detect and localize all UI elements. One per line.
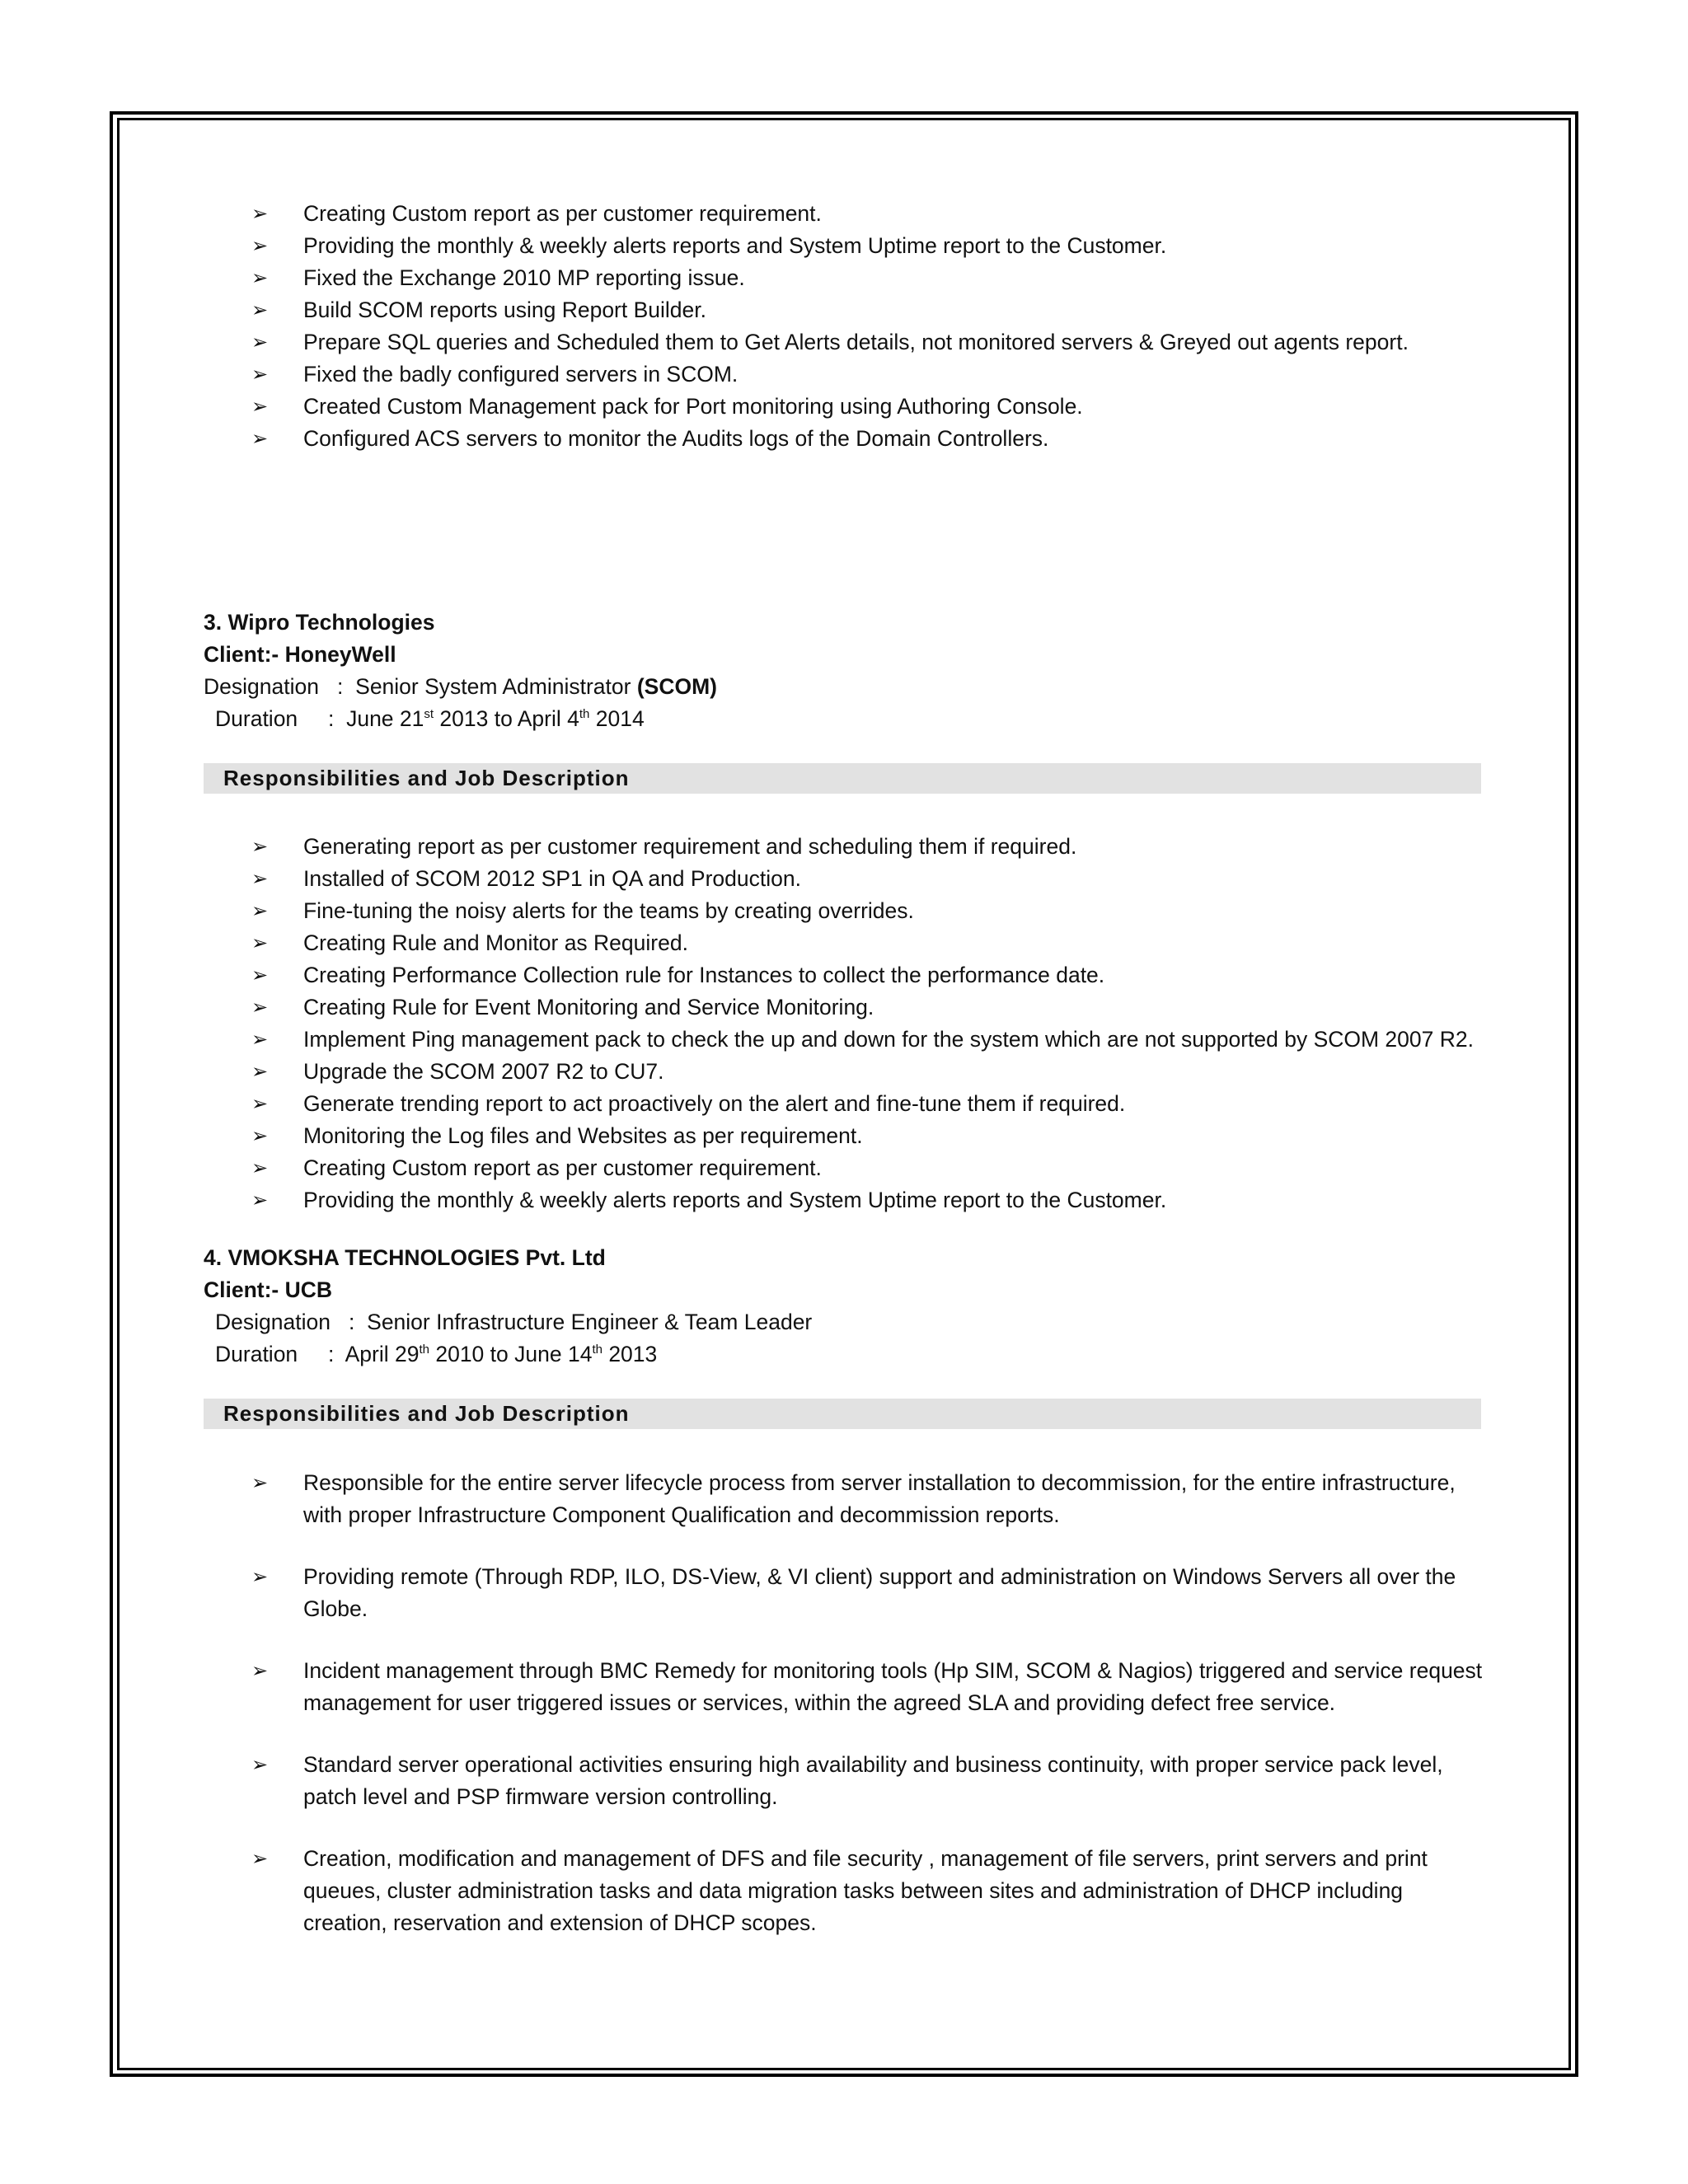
list-item: ➢ Fixed the Exchange 2010 MP reporting issue. <box>204 262 1489 294</box>
client-name: Client:- UCB <box>204 1277 333 1302</box>
arrow-bullet-icon: ➢ <box>251 1472 269 1494</box>
list-item: ➢ Creating Rule for Event Monitoring and Service Monitoring. <box>204 991 1489 1024</box>
arrow-bullet-icon: ➢ <box>251 868 269 890</box>
arrow-bullet-icon: ➢ <box>251 363 269 386</box>
list-item: ➢ Created Custom Management pack for Port monitoring using Authoring Console. <box>204 391 1489 423</box>
arrow-bullet-icon: ➢ <box>251 1566 269 1588</box>
arrow-bullet-icon: ➢ <box>251 836 269 858</box>
duration-line: Duration : June 21st 2013 to April 4th 2014 <box>215 706 645 731</box>
arrow-bullet-icon: ➢ <box>251 428 269 450</box>
designation-line: Designation : Senior System Administrator (SCOM) <box>204 674 717 699</box>
list-item: ➢ Fixed the badly configured servers in SCOM. <box>204 359 1489 391</box>
vmoksha-responsibilities-list <box>204 1467 1489 1939</box>
list-item: ➢ Fine-tuning the noisy alerts for the teams by creating overrides. <box>204 895 1489 927</box>
arrow-bullet-icon: ➢ <box>251 1157 269 1179</box>
company-name: 4. VMOKSHA TECHNOLOGIES Pvt. Ltd <box>204 1245 606 1270</box>
arrow-bullet-icon: ➢ <box>251 900 269 922</box>
list-item: ➢ Generating report as per customer requirement and scheduling them if required. <box>204 831 1489 863</box>
duration-line: Duration : April 29th 2010 to June 14th 2013 <box>215 1342 658 1366</box>
list-item: ➢ Providing the monthly & weekly alerts reports and System Uptime report to the Customer. <box>204 230 1489 262</box>
arrow-bullet-icon: ➢ <box>251 1754 269 1776</box>
arrow-bullet-icon: ➢ <box>251 964 269 987</box>
arrow-bullet-icon: ➢ <box>251 1061 269 1083</box>
list-item: ➢ Standard server operational activities ensuring high availability and business continuity, with proper service pack level, patch level and PSP firmware version controlling. <box>204 1749 1489 1813</box>
arrow-bullet-icon: ➢ <box>251 267 269 289</box>
list-item: ➢ Creating Custom report as per customer requirement. <box>204 198 1489 230</box>
section-header: Responsibilities and Job Description <box>204 1399 1481 1429</box>
arrow-bullet-icon: ➢ <box>251 1125 269 1147</box>
list-item: ➢ Incident management through BMC Remedy for monitoring tools (Hp SIM, SCOM & Nagios) triggered and service request management for user triggered issues or services, within the agreed SLA and providing defect free service. <box>204 1655 1489 1719</box>
list-item: ➢ Configured ACS servers to monitor the Audits logs of the Domain Controllers. <box>204 423 1489 455</box>
arrow-bullet-icon: ➢ <box>251 1029 269 1051</box>
list-item: ➢ Implement Ping management pack to check the up and down for the system which are not supported by SCOM 2007 R2. <box>204 1024 1489 1056</box>
list-item: ➢ Creating Custom report as per customer requirement. <box>204 1152 1489 1184</box>
list-item: ➢ Generate trending report to act proactively on the alert and fine-tune them if required. <box>204 1088 1489 1120</box>
designation-line: Designation : Senior Infrastructure Engineer & Team Leader <box>215 1310 813 1334</box>
arrow-bullet-icon: ➢ <box>251 331 269 354</box>
client-name: Client:- HoneyWell <box>204 642 396 667</box>
resume-content <box>204 198 1489 1969</box>
arrow-bullet-icon: ➢ <box>251 203 269 225</box>
arrow-bullet-icon: ➢ <box>251 299 269 321</box>
arrow-bullet-icon: ➢ <box>251 1848 269 1870</box>
list-item: ➢ Creating Rule and Monitor as Required. <box>204 927 1489 959</box>
arrow-bullet-icon: ➢ <box>251 396 269 418</box>
wipro-responsibilities-list <box>204 831 1489 1216</box>
arrow-bullet-icon: ➢ <box>251 996 269 1019</box>
list-item: ➢ Providing remote (Through RDP, ILO, DS-View, & VI client) support and administration on Windows Servers all over the Globe. <box>204 1561 1489 1625</box>
job-entry-vmoksha <box>204 1242 1489 1939</box>
list-item: ➢ Prepare SQL queries and Scheduled them to Get Alerts details, not monitored servers & Greyed out agents report. <box>204 326 1489 359</box>
list-item: ➢ Creation, modification and management of DFS and file security , management of file servers, print servers and print queues, cluster administration tasks and data migration tasks between sites and administration of DHCP including creation, reservation and extension of DHCP scopes. <box>204 1843 1489 1939</box>
list-item: ➢ Monitoring the Log files and Websites as per requirement. <box>204 1120 1489 1152</box>
arrow-bullet-icon: ➢ <box>251 1189 269 1212</box>
list-item: ➢ Creating Performance Collection rule for Instances to collect the performance date. <box>204 959 1489 991</box>
job-entry-wipro <box>204 607 1489 1216</box>
arrow-bullet-icon: ➢ <box>251 1660 269 1682</box>
arrow-bullet-icon: ➢ <box>251 932 269 954</box>
arrow-bullet-icon: ➢ <box>251 235 269 257</box>
section-header: Responsibilities and Job Description <box>204 763 1481 794</box>
list-item: ➢ Providing the monthly & weekly alerts reports and System Uptime report to the Customer. <box>204 1184 1489 1216</box>
arrow-bullet-icon: ➢ <box>251 1093 269 1115</box>
top-responsibilities-list <box>204 198 1489 455</box>
list-item: ➢ Build SCOM reports using Report Builder. <box>204 294 1489 326</box>
list-item: ➢ Responsible for the entire server lifecycle process from server installation to decommission, for the entire infrastructure, with proper Infrastructure Component Qualification and decommission reports. <box>204 1467 1489 1531</box>
company-name: 3. Wipro Technologies <box>204 610 435 635</box>
list-item: ➢ Upgrade the SCOM 2007 R2 to CU7. <box>204 1056 1489 1088</box>
list-item: ➢ Installed of SCOM 2012 SP1 in QA and Production. <box>204 863 1489 895</box>
